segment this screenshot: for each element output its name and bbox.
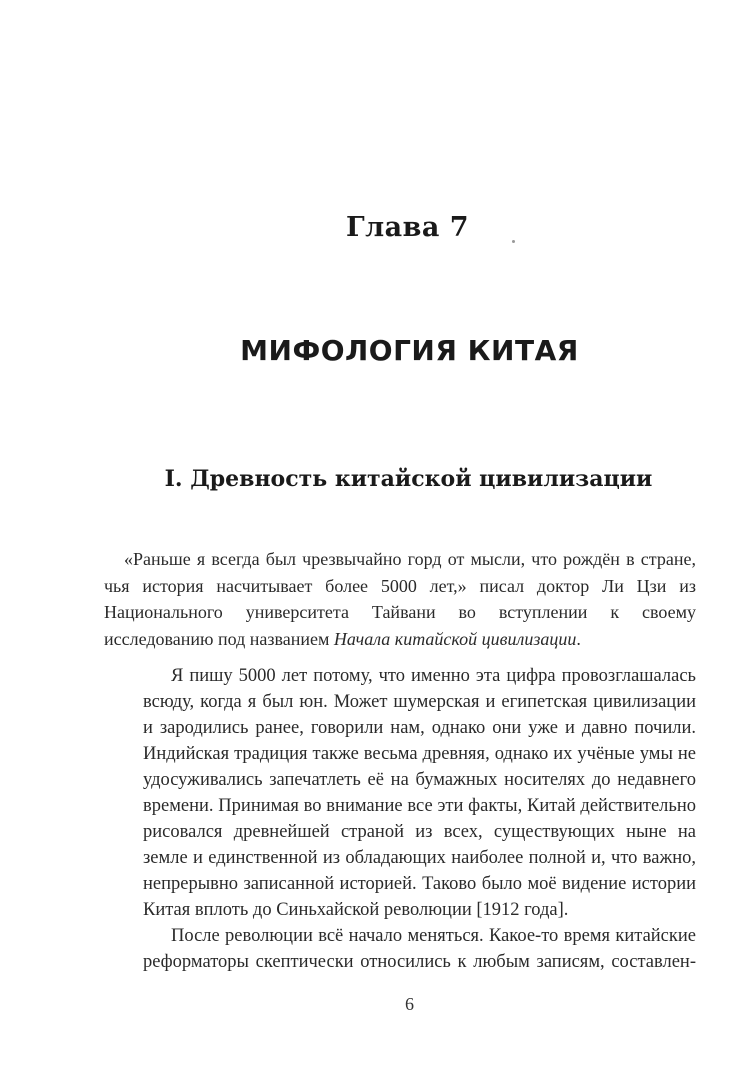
chapter-title: МИФОЛОГИЯ КИТАЯ: [240, 334, 579, 367]
epigraph-text: «Раньше я всегда был чрезвычайно горд от мысли, что рождён в стране, чья история насчитывает более 5000 лет,» писал доктор Ли Цзи из Национального университета Тайвани во вступлении к своему исследованию под названием: [104, 549, 696, 649]
paragraph: После революции всё начало меняться. Какое-то время китайские реформаторы скептически относились к любым записям, составлен-: [143, 926, 696, 972]
page-number: 6: [405, 994, 414, 1014]
paragraph: Я пишу 5000 лет потому, что именно эта цифра провозглашалась всюду, когда я был юн. Может шумерская и египетская цивилизации и зародились ранее, говорили нам, однако они уже и давно почили. Индийская традиция также весьма древняя, однако их учёные умы не удосуживались запечатлеть её на бумажных носителях до недавнего времени. Принимая во внимание все эти факты, Китай действительно рисовался древнейшей страной из всех, существующих ныне на земле и единственной из обладающих наиболее полной и, что важно, непрерывно записанной историей. Таково было моё видение истории Китая вплоть до Синьхайской революции [1912 года].: [143, 666, 696, 920]
epigraph-quote: [104, 546, 696, 652]
epigraph-end: .: [576, 628, 581, 649]
epigraph-paragraph: [104, 546, 696, 652]
section-heading: I. Древность китайской цивилизации: [164, 466, 653, 492]
body-text: [143, 663, 696, 975]
chapter-number: Глава 7: [345, 212, 470, 243]
cited-book-title: Начала китайской цивилизации: [333, 628, 577, 649]
